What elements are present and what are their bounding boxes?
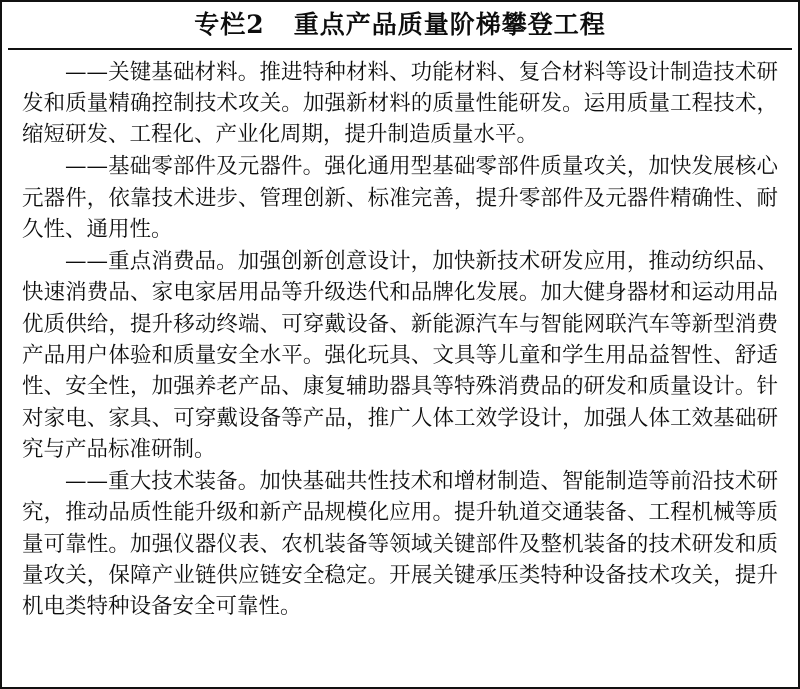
paragraph: ——重大技术装备。加快基础共性技术和增材制造、智能制造等前沿技术研究，推动品质性能升级和新产品规模化应用。提升轨道交通装备、工程机械等质量可靠性。加强仪器仪表、农机装备等领域关键部件及整机装备的技术研发和质量攻关，保障产业链供应链安全稳定。开展关键承压类特种设备技术攻关，提升机电类特种设备安全可靠性。 xyxy=(22,469,778,620)
paragraph: ——基础零部件及元器件。强化通用型基础零部件质量攻关，加快发展核心元器件，依靠技术进步、管理创新、标准完善，提升零部件及元器件精确性、耐久性、通用性。 xyxy=(22,154,778,242)
document-title-bar xyxy=(8,6,792,50)
page-title: 专栏2 重点产品质量阶梯攀登工程 xyxy=(194,10,606,39)
paragraph: ——关键基础材料。推进特种材料、功能材料、复合材料等设计制造技术研发和质量精确控制技术攻关。加强新材料的质量性能研发。运用质量工程技术，缩短研发、工程化、产业化周期，提升制造质量水平。 xyxy=(22,59,778,148)
paragraph: ——重点消费品。加强创新创意设计，加快新技术研发应用，推动纺织品、快速消费品、家电家居用品等升级迭代和品牌化发展。加大健身器材和运动用品优质供给，提升移动终端、可穿戴设备、新能源汽车与智能网联汽车等新型消费产品用户体验和质量安全水平。强化玩具、文具等儿童和学生用品益智性、舒适性、安全性，加强养老产品、康复辅助器具等特殊消费品的研发和质量设计。针对家电、家具、可穿戴设备等产品，推广人体工效学设计，加强人体工效基础研究与产品标准研制。 xyxy=(22,249,778,462)
document-body xyxy=(8,50,792,688)
